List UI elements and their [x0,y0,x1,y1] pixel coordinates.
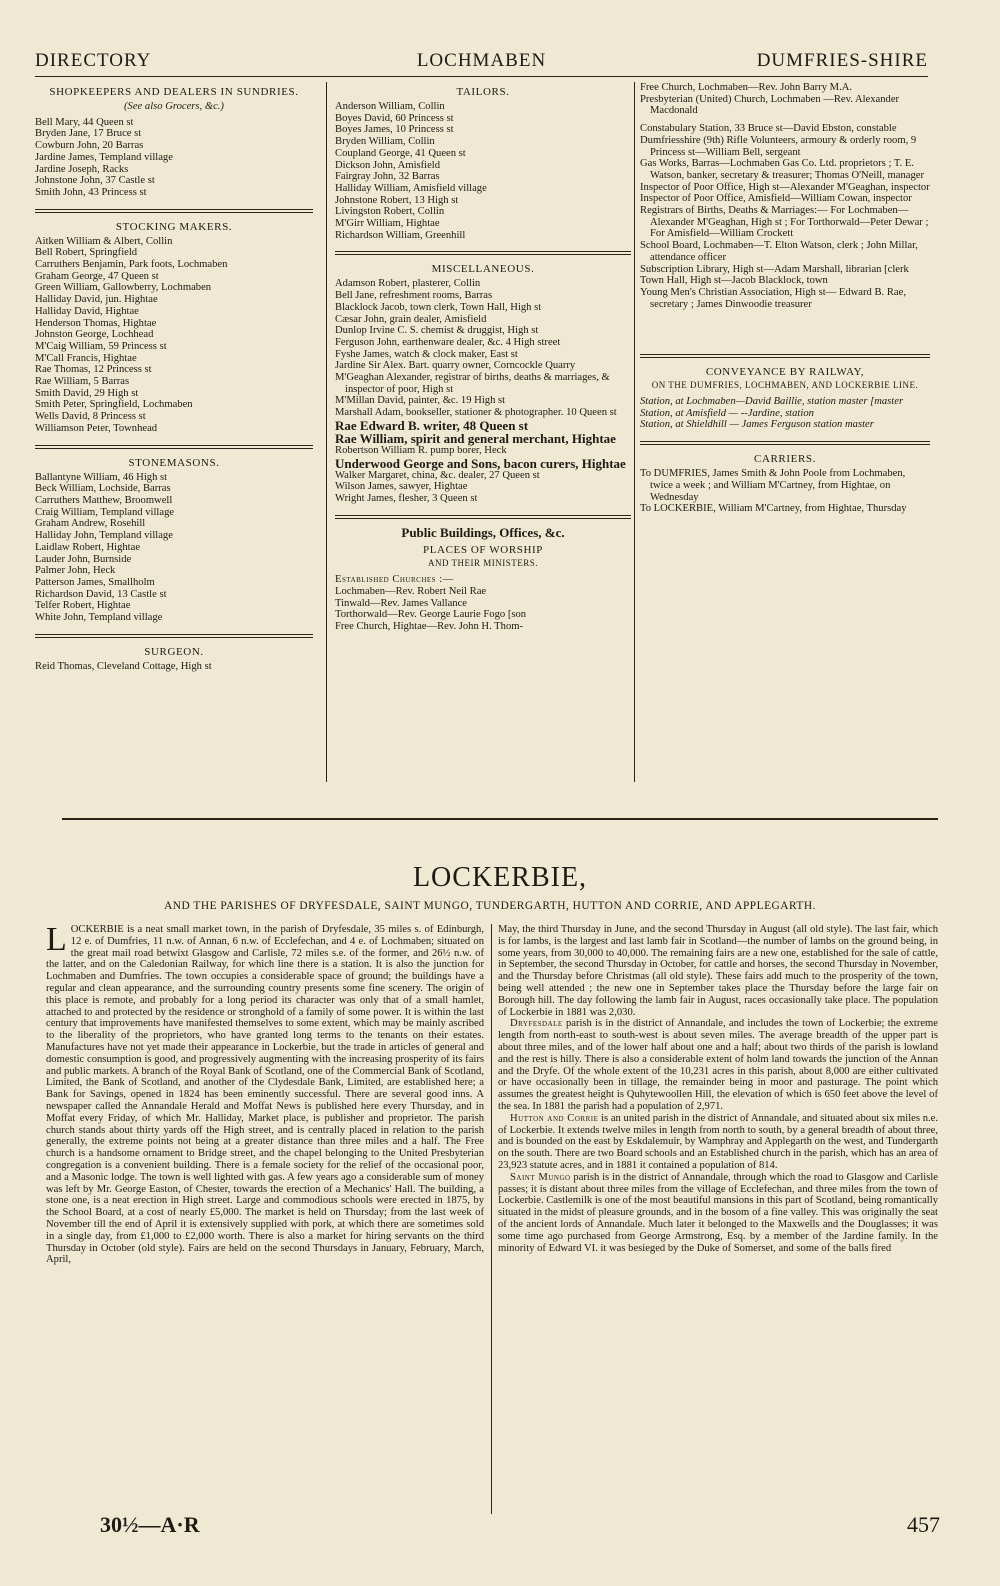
list-item: Young Men's Christian Association, High st— Edward B. Rae, secretary ; James Dinwoodie treasurer [640,286,906,310]
section-rule [335,251,631,255]
paragraph-lead: Saint Mungo [510,1171,571,1183]
list-item: Dunlop Irvine C. S. chemist & druggist, High st [335,325,539,337]
list-item: Carruthers Benjamin, Park foots, Lochmaben [35,259,228,271]
list-item: Lochmaben—Rev. Robert Neil Rae [335,585,487,597]
header-rule [35,76,928,77]
list-item: Telfer Robert, Hightae [35,600,131,612]
list-item: Robertson William R. pump borer, Heck [335,444,507,456]
section-shopkeepers [35,86,313,199]
list-item: M'Millan David, painter, &c. 19 High st [335,395,506,407]
list-item: Johnston George, Lochhead [35,329,154,341]
list-item: Station, at Lochmaben—David Baillie, station master [master [640,396,904,408]
list-item: Patterson James, Smallholm [35,576,155,588]
section-rule [640,441,930,445]
column-3 [640,82,930,525]
section-railway [640,366,930,431]
article-divider [491,924,492,1514]
section-offices [640,123,930,310]
list-item: Williamson Peter, Townhead [35,422,158,434]
list-item-bold: Underwood George and Sons, bacon curers, Hightae [335,455,626,471]
article-paragraph: May, the third Thursday in June, and the second Thursday in August (all old style). The last fair, which is for lambs, is the largest and last lamb fair in Scotland—the number of lambs on the ground being, in some years, from 30,000 to 40,000. The remaining fairs are a new one, established for the sale of cattle, in September, the second Thursday in October, for cattle and horses, the second Thursday in November, and the Thursday before Christmas (all old style). These fairs add much to the prosperity of the town, being well attended ; the new one in September takes place the Thursday before the large fair on Borough hill. The day following the lamb fair in August, races occasionally take place. The population of Lockerbie in 1881 was 2,030. [498,924,938,1018]
list-item-bold: Rae Edward B. writer, 48 Queen st [335,417,529,433]
list-item: Subscription Library, High st—Adam Marshall, librarian [clerk [640,263,909,275]
running-header [35,50,928,74]
list-item: Cæsar John, grain dealer, Amisfield [335,313,487,325]
list-item: Coupland George, 41 Queen st [335,147,466,159]
section-rule [640,354,930,358]
article-paragraph: parish is in the district of Annandale, and includes the town of Lockerbie; the extreme length from north-east to south-west is about seven miles. The average breadth of the upper part is about three miles, and of the lower half about one and a half; about two thirds of the parish is lowland and the rest is hilly. There is also a considerable extent of holm land towards the junction of the Annan and the Dryfe. Of the whole extent of the 10,231 acres in this parish, about 8,000 are either cultivated or have occasionally been in tillage, the remainder being in moor and pasturage. The point which assumes the greatest height is Quhytewoollen Hill, the elevation of which is 650 feet above the level of the sea. In 1881 the parish had a population of 2,971. [498,1018,938,1112]
list-item: Fairgray John, 32 Barras [335,171,440,183]
article-paragraph: parish is in the district of Annandale, through which the road to Glasgow and Carlisle passes; it is distant about three miles from the village of Ecclefechan, and three miles from the town of Lockerbie. Castlemilk is one of the most beautiful mansions in this part of Scotland, being romantically situated in the midst of pleasure grounds, and in the bosom of a fine valley. This was originally the seat of the ancient lords of Annandale. Much later it belonged to the Maxwells and the Douglasses; it was some time ago purchased from George Armstrong, Esq. by a member of the Jardine family. In the minority of Edward VI. it was besieged by the Duke of Somerset, and some of the balls fired [498,1171,938,1254]
article-right-column [498,924,938,1254]
list-item: Ferguson John, earthenware dealer, &c. 4 High street [335,336,561,348]
section-miscellaneous [335,263,631,504]
list-item: To DUMFRIES, James Smith & John Poole from Lochmaben, twice a week ; and William M'Cartney, from Hightae, on Wednesday [640,468,906,503]
paragraph-lead: Hutton and Corrie [510,1112,599,1124]
list-item: Smith John, 43 Princess st [35,186,147,198]
list-item: Jardine Sir Alex. Bart. quarry owner, Corncockle Quarry [335,360,576,372]
column-1 [35,82,313,682]
list-item: Walker Margaret, china, &c. dealer, 27 Queen st [335,469,540,481]
list-item: Aitken William & Albert, Collin [35,235,173,247]
list-item: Green William, Gallowberry, Lochmaben [35,282,212,294]
section-title: CONVEYANCE BY RAILWAY, [705,366,865,379]
lockerbie-title: LOCKERBIE, [412,862,588,893]
list-item: Halliday David, jun. Hightae [35,294,158,306]
section-churches-cont [640,82,930,117]
lockerbie-parishes: AND THE PARISHES OF DRYFESDALE, SAINT MUNGO, TUNDERGARTH, HUTTON AND CORRIE, AND APPLEGARTH. [164,900,816,912]
list-item: Dumfriesshire (9th) Rifle Volunteers, armoury & orderly room, 9 Princess st—William Bell, sergeant [640,134,917,158]
section-public-buildings [335,524,631,633]
header-left: DIRECTORY [35,50,152,71]
list-item: Craig William, Templand village [35,506,175,518]
page-number: 457 [907,1512,940,1537]
list-item: Graham George, 47 Queen st [35,270,159,282]
list-item: Anderson William, Collin [335,101,445,112]
list-item: Station, at Shieldhill — James Ferguson station master [640,419,874,431]
drop-cap: L [46,921,67,958]
list-item: Halliday David, Hightae [35,305,139,317]
article-paragraph: is an united parish in the district of Annandale, and situated about six miles n.e. of Lockerbie. It extends twelve miles in length from north to south, by a general breadth of about three, and is bounded on the east by Eskdalemuir, by Wamphray and Applegarth on the west, and Tundergarth on the south. There are two Board schools and an Established church in the parish, which has an area of 23,923 statute acres, and in 1881 it contained a population of 814. [498,1112,938,1171]
list-item: Beck William, Lochside, Barras [35,483,171,495]
list-item: Ballantyne William, 46 High st [35,471,168,483]
list-item: Reid Thomas, Cleveland Cottage, High st [35,660,212,672]
list-item: Inspector of Poor Office, High st—Alexander M'Geaghan, inspector [640,181,930,193]
list-item: Richardson William, Greenhill [335,229,466,241]
article-text: OCKERBIE is a neat small market town, in the parish of Dryfesdale, 35 miles s. of Edinburgh, 12 e. of Dumfries, 11 n.w. of Annan, 6 n.w. of Ecclefechan, and 4 e. of Lochmaben; situated on the great mail road betwixt Glasgow and Carlisle, 72 miles s.e. of the former, and 26½ n.w. of the latter, and on the Caledonian Railway, for which line there is a station. It is also the junction for Lochmaben and Dumfries. The town occupies a considerable space of ground; the buildings have a regular and clean appearance, and the surrounding country presents some fine scenery. The origin of this place is remote, and probably for a long period its character was only that of a small hamlet, attached to and protected by the residence or stronghold of a family of some power. It is within the last century that improvements have manifested themselves to some extent, which may be mainly ascribed to the liberality of the proprietors, who have granted long terms to the tenants on their estates. Manufactures have not yet made their appearance in Lockerbie, but the trade in articles of general and domestic consumption is good, and progressively augmenting with the increasing prosperity of its fairs and public markets. A branch of the Royal Bank of Scotland, one of the Commercial Bank of Scotland, Limited, the Bank of Scotland, and another of the Clydesdale Bank, Limited, are established here; a Bank for Savings, opened in 1824 has been eminently successful. There are several good inns. A newspaper called the Annandale Herald and Moffat News is published here every Thursday, and in Moffat every Friday, of which Mr. Halliday, Market place, is publisher and proprietor. The parish church stands about thirty yards off the High street, and is centrally placed in relation to the parish generally, the extreme points not being at a greater distance than three miles and a half. The Free church is a handsome ornament to Bridge street, and the chapel belonging to the United Presbyterian congregation is a convenient building. There is a female society for the relief of the occasional poor, and a Masonic lodge. The town is well lighted with gas. A few years ago a considerable sum of money was left by Mr. George Easton, of Chester, towards the erection of a Mechanics' Hall. The building, a stone one, is a neat erection in High street. Large and commodious schools were erected in 1875, by the School Board, at a cost of nearly £5,000. The market is held on Thursday; from the last week of November till the end of April it is extensively supplied with pork, at which there are sometimes sold in a single day, from £1,000 to £2,000 worth. There is also a market for hiring servants on the third Thursday in October (old style). Fairs are held on the second Thursdays in January, February, March, April, [46,924,484,1266]
list-item: Bell Mary, 44 Queen st [35,116,134,128]
list-item: Fyshe James, watch & clock maker, East st [335,348,518,360]
section-stonemasons [35,457,313,624]
column-divider [326,82,327,782]
list-item: Laidlaw Robert, Hightae [35,541,141,553]
signature-mark: 30½—A·R [100,1512,200,1537]
header-center: LOCHMABEN [416,50,547,71]
section-divider [62,818,938,820]
list-item: Gas Works, Barras—Lochmaben Gas Co. Ltd. proprietors ; T. E. Watson, banker, secretary & treasurer; Thomas O'Neill, manager [640,158,925,181]
list-item: Carruthers Matthew, Broomwell [35,494,173,506]
section-rule [335,515,631,519]
section-tailors [335,86,631,241]
list-item: Smith David, 29 High st [35,387,139,399]
list-item: Henderson Thomas, Hightae [35,317,157,329]
list-item: Johnstone John, 37 Castle st [35,175,155,187]
list-item: Free Church, Hightae—Rev. John H. Thom- [335,620,524,632]
list-item: Johnstone Robert, 13 High st [335,194,459,206]
list-item: Blacklock Jacob, town clerk, Town Hall, High st [335,301,542,313]
section-title: STOCKING MAKERS. [115,220,233,233]
list-item: M'Call Francis, Hightae [35,352,137,364]
list-item: Halliday William, Amisfield village [335,182,487,194]
list-item: M'Caig William, 59 Princess st [35,340,167,352]
article-left-column [46,921,484,1266]
section-title: TAILORS. [456,86,510,98]
list-item: School Board, Lochmaben—T. Elton Watson, clerk ; John Millar, attendance officer [640,240,918,263]
list-item: Bell Robert, Springfield [35,247,138,259]
section-rule [35,634,313,638]
list-item: Wilson James, sawyer, Hightae [335,481,468,493]
list-item: Palmer John, Heck [35,565,116,577]
list-item: Jardine James, Templand village [35,151,173,163]
list-item: M'Geaghan Alexander, registrar of births, deaths & marriages, & inspector of poor, High st [335,372,610,395]
list-item: Boyes David, 60 Princess st [335,112,454,124]
list-item: Tinwald—Rev. James Vallance [335,597,468,609]
list-item: Bryden William, Collin [335,136,435,148]
list-item: Lauder John, Burnside [35,553,132,565]
section-rule [35,209,313,213]
list-item: Rae William, 5 Barras [35,376,130,388]
list-item: Livingston Robert, Collin [335,206,445,218]
list-item: Graham Andrew, Rosehill [35,518,146,530]
section-title: SURGEON. [144,645,204,658]
list-item: Presbyterian (United) Church, Lochmaben —Rev. Alexander Macdonald [640,93,900,117]
list-item: Registrars of Births, Deaths & Marriages:— For Lochmaben—Alexander M'Geaghan, High st ; For Torthorwald—Peter Dewar ; For Amisfield—William Crockett [640,205,929,240]
header-right: DUMFRIES-SHIRE [756,50,928,71]
list-item: Free Church, Lochmaben—Rev. John Barry M.A. [640,82,853,93]
column-2 [335,82,631,643]
section-title: MISCELLANEOUS. [431,263,535,276]
section-title: CARRIERS. [754,453,816,466]
list-item: Smith Peter, Springfield, Lochmaben [35,399,193,411]
list-item: Torthorwald—Rev. George Laurie Fogo [son [335,609,527,621]
list-item: Jardine Joseph, Racks [35,163,129,175]
list-item: Rae Thomas, 12 Princess st [35,364,152,376]
list-item: Boyes James, 10 Princess st [335,124,454,136]
column-divider [634,82,635,782]
list-item: Wells David, 8 Princess st [35,411,146,423]
list-item: Marshall Adam, bookseller, stationer & photographer. 10 Queen st [335,407,617,419]
list-item: Cowburn John, 20 Barras [35,140,144,152]
list-item: Halliday John, Templand village [35,530,173,542]
section-subtitle: ON THE DUMFRIES, LOCHMABEN, AND LOCKERBIE LINE. [651,380,919,391]
section-subtitle: (See also Grocers, &c.) [124,101,224,112]
list-item: M'Girr William, Hightae [335,218,440,230]
list-item: To LOCKERBIE, William M'Cartney, from Hightae, Thursday [640,503,907,515]
section-subtitle: AND THEIR MINISTERS. [427,558,539,569]
section-rule [35,445,313,449]
list-item: Bell Jane, refreshment rooms, Barras [335,290,493,302]
list-item: Constabulary Station, 33 Bruce st—David Ebston, constable [640,123,897,135]
list-item: Bryden Jane, 17 Bruce st [35,128,142,140]
list-label: Established Churches :— [335,574,454,586]
section-stocking-makers [35,221,313,435]
list-item: Adamson Robert, plasterer, Collin [335,278,481,290]
section-surgeon [35,646,313,673]
section-title: STONEMASONS. [128,456,220,469]
list-item: Wright James, flesher, 3 Queen st [335,492,478,504]
list-item: Town Hall, High st—Jacob Blacklock, town [640,275,828,287]
list-item: White John, Templand village [35,612,163,624]
list-item: Inspector of Poor Office, Amisfield—William Cowan, inspector [640,193,912,205]
list-item: Richardson David, 13 Castle st [35,588,167,600]
list-item-bold: Rae William, spirit and general merchant, Hightae [335,430,616,446]
section-title: PLACES OF WORSHIP [422,544,544,557]
paragraph-lead: Dryfesdale [510,1018,563,1030]
public-buildings-heading: Public Buildings, Offices, &c. [401,524,565,540]
section-carriers [640,453,930,515]
list-item: Dickson John, Amisfield [335,159,441,171]
list-item: Station, at Amisfield — --Jardine, station [640,407,814,419]
section-title: SHOPKEEPERS AND DEALERS IN SUNDRIES. [49,86,299,98]
